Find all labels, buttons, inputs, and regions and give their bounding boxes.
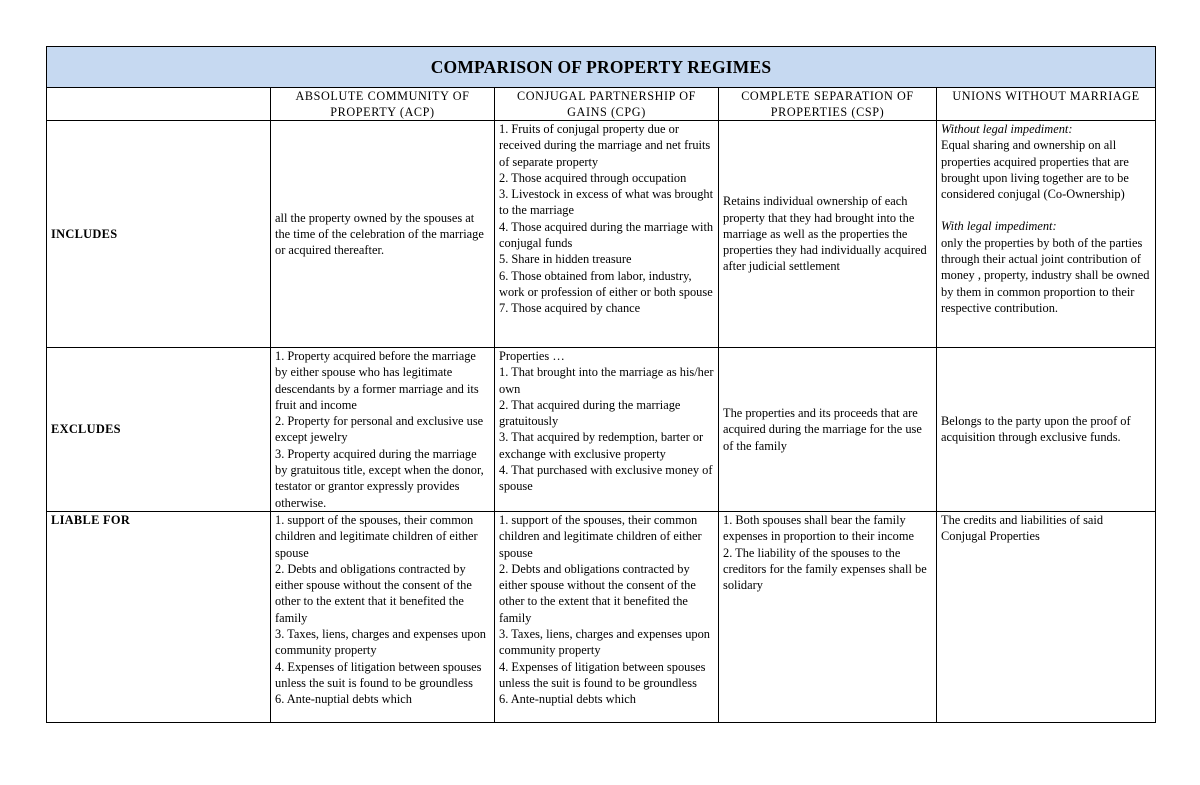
list-item: 4. Those acquired during the marriage with conjugal funds (499, 219, 714, 251)
list-item: 6. Ante-nuptial debts which (499, 692, 636, 707)
list-item: 6. Those obtained from labor, industry, work or profession of either or both spouse (499, 268, 713, 299)
excludes-unions-cell: Belongs to the party upon the proof of acquisition through exclusive funds. (937, 348, 1156, 512)
column-header-acp: ABSOLUTE COMMUNITY OF PROPERTY (ACP) (271, 88, 495, 121)
list-item: 4. Expenses of litigation between spouses unless the suit is found to be groundless (275, 659, 482, 690)
spacer (941, 202, 1151, 218)
table-row-excludes (47, 348, 1156, 512)
excludes-cpg-list (499, 348, 714, 495)
with-impediment-text: only the properties by both of the parties through their actual joint contribution of money , property, industry shall be owned by them in common proportion to their respective contribution. (941, 235, 1150, 315)
without-impediment-heading: Without legal impediment: (941, 122, 1073, 136)
corner-cell (47, 88, 271, 121)
column-header-unions: UNIONS WITHOUT MARRIAGE (937, 88, 1156, 121)
list-item: 7. Those acquired by chance (499, 301, 641, 316)
list-item: 1. Both spouses shall bear the family expenses in proportion to their income (723, 512, 914, 544)
list-item: 3. Taxes, liens, charges and expenses upon community property (275, 627, 486, 658)
list-item: 3. Property acquired during the marriage by gratuitous title, except when the donor, testator or grantor expressly provides otherwise. (275, 446, 484, 510)
row-label-includes: INCLUDES (47, 121, 271, 348)
includes-acp-cell: all the property owned by the spouses at the time of the celebration of the marriage or acquired thereafter. (271, 121, 495, 348)
list-item: 6. Ante-nuptial debts which (275, 692, 412, 707)
list-item: 3. Taxes, liens, charges and expenses upon community property (499, 627, 710, 658)
excludes-csp-cell: The properties and its proceeds that are acquired during the marriage for the use of the family (719, 348, 937, 512)
page-title: COMPARISON OF PROPERTY REGIMES (47, 47, 1156, 88)
list-item: 2. Debts and obligations contracted by either spouse without the consent of the other to the extent that it benefited the family (275, 561, 472, 625)
liable-cpg-cell (495, 511, 719, 722)
liable-acp-cell (271, 511, 495, 722)
list-item: 2. The liability of the spouses to the creditors for the family expenses shall be solidary (723, 545, 927, 593)
excludes-acp-list (275, 348, 490, 511)
excludes-acp-cell (271, 348, 495, 512)
list-item: 2. Those acquired through occupation (499, 170, 687, 185)
list-item: Properties … (499, 349, 565, 363)
includes-csp-cell: Retains individual ownership of each property that they had brought into the marriage as well as the properties the properties they had individually acquired after judicial settlement (719, 121, 937, 348)
list-item: 2. Property for personal and exclusive use except jewelry (275, 414, 484, 445)
liable-cpg-list (499, 512, 714, 708)
excludes-cpg-cell (495, 348, 719, 512)
row-label-liable: LIABLE FOR (47, 511, 271, 722)
list-item: 2. Debts and obligations contracted by either spouse without the consent of the other to the extent that it benefited the family (499, 561, 696, 625)
list-item: 1. support of the spouses, their common children and legitimate children of either spouse (275, 512, 478, 560)
list-item: 4. Expenses of litigation between spouses unless the suit is found to be groundless (499, 659, 706, 690)
column-header-cpg: CONJUGAL PARTNERSHIP OF GAINS (CPG) (495, 88, 719, 121)
includes-cpg-cell (495, 121, 719, 348)
list-item: 1. Property acquired before the marriage by either spouse who has legitimate descendants by a former marriage and its fruit and income (275, 349, 479, 412)
list-item: 3. Livestock in excess of what was brought to the marriage (499, 187, 714, 218)
liable-csp-cell (719, 511, 937, 722)
list-item: 1. Fruits of conjugal property due or received during the marriage and net fruits of separate property (499, 122, 711, 169)
liable-csp-list (723, 512, 932, 593)
includes-unions-cell (937, 121, 1156, 348)
table-row-liable (47, 511, 1156, 722)
row-label-excludes: EXCLUDES (47, 348, 271, 512)
with-impediment-heading: With legal impediment: (941, 219, 1057, 234)
list-item: 4. That purchased with exclusive money of spouse (499, 463, 713, 494)
column-header-csp: COMPLETE SEPARATION OF PROPERTIES (CSP) (719, 88, 937, 121)
property-regimes-table (46, 46, 1156, 723)
table-row-includes (47, 121, 1156, 348)
liable-unions-cell: The credits and liabilities of said Conjugal Properties (937, 511, 1156, 722)
list-item: 3. That acquired by redemption, barter or exchange with exclusive property (499, 430, 704, 461)
liable-acp-list (275, 512, 490, 708)
list-item: 1. support of the spouses, their common children and legitimate children of either spouse (499, 512, 702, 560)
list-item: 5. Share in hidden treasure (499, 252, 632, 267)
includes-cpg-list (499, 121, 714, 317)
list-item: 1. That brought into the marriage as his/her own (499, 365, 714, 396)
list-item: 2. That acquired during the marriage gratuitously (499, 397, 681, 429)
without-impediment-text: Equal sharing and ownership on all properties acquired properties that are brought upon living together are to be considered conjugal (Co-Ownership) (941, 138, 1129, 202)
